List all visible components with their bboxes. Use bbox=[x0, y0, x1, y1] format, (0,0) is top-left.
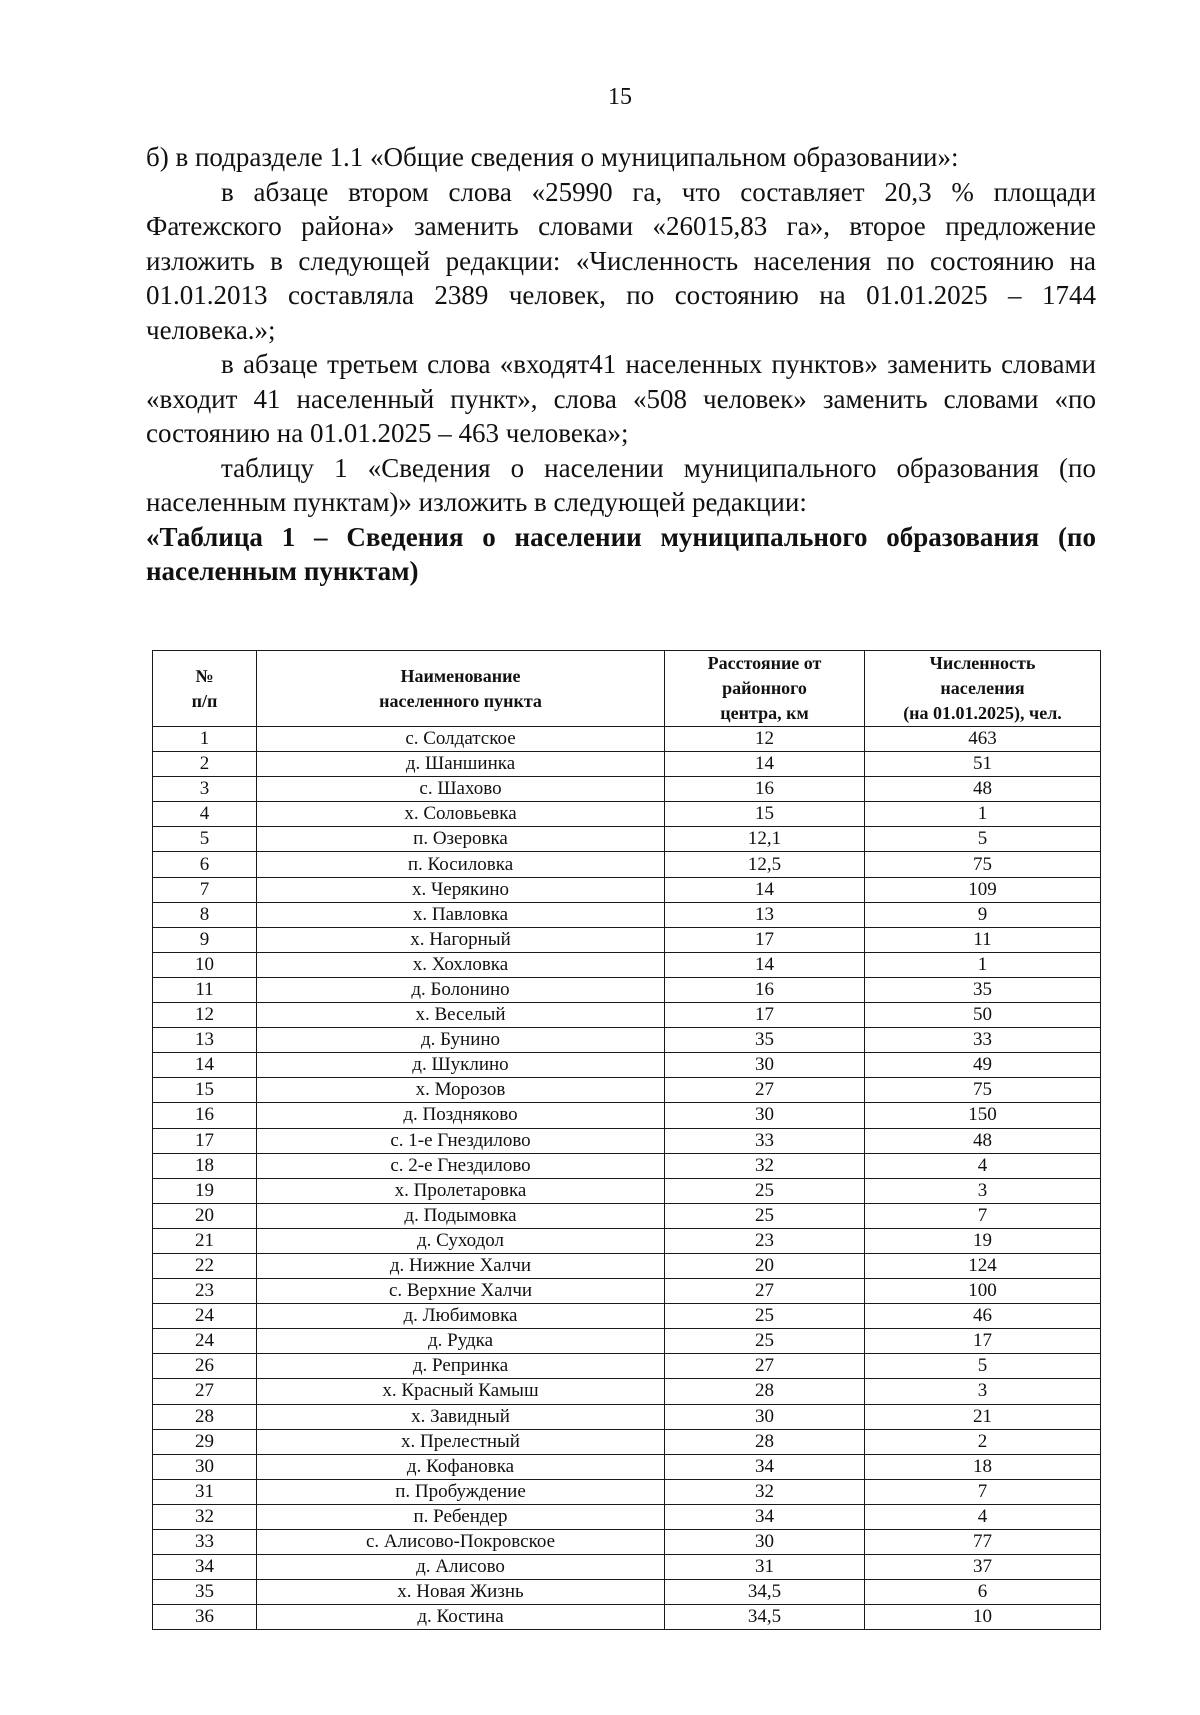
table-row bbox=[153, 1304, 1101, 1329]
cell-number: 27 bbox=[153, 1379, 257, 1404]
cell-settlement-name: х. Завидный bbox=[257, 1404, 665, 1429]
table-title: «Таблица 1 – Сведения о населении муниципального образования (по населенным пунктам) bbox=[146, 521, 1096, 586]
cell-distance: 20 bbox=[665, 1253, 865, 1278]
table-row bbox=[153, 1228, 1101, 1253]
cell-settlement-name: д. Алисово bbox=[257, 1555, 665, 1580]
table-row bbox=[153, 1404, 1101, 1429]
cell-number: 22 bbox=[153, 1253, 257, 1278]
page-number: 15 bbox=[608, 84, 632, 110]
cell-population: 37 bbox=[865, 1555, 1101, 1580]
table-row bbox=[153, 802, 1101, 827]
paragraph-table-instruction: таблицу 1 «Сведения о населении муниципального образования (по населенным пунктам)» изложить в следующей редакции: bbox=[146, 452, 1096, 517]
table-row bbox=[153, 1504, 1101, 1529]
table-row bbox=[153, 1379, 1101, 1404]
cell-number: 35 bbox=[153, 1580, 257, 1605]
cell-settlement-name: х. Нагорный bbox=[257, 927, 665, 952]
cell-settlement-name: д. Любимовка bbox=[257, 1304, 665, 1329]
cell-number: 19 bbox=[153, 1178, 257, 1203]
cell-population: 463 bbox=[865, 727, 1101, 752]
header-name-line1: Наименование bbox=[400, 665, 521, 686]
table-row bbox=[153, 977, 1101, 1002]
cell-number: 28 bbox=[153, 1404, 257, 1429]
cell-population: 46 bbox=[865, 1304, 1101, 1329]
cell-population: 19 bbox=[865, 1228, 1101, 1253]
cell-distance: 25 bbox=[665, 1304, 865, 1329]
cell-number: 4 bbox=[153, 802, 257, 827]
cell-number: 24 bbox=[153, 1304, 257, 1329]
cell-settlement-name: х. Пролетаровка bbox=[257, 1178, 665, 1203]
cell-settlement-name: д. Кофановка bbox=[257, 1454, 665, 1479]
paragraph-third-abzac: в абзаце третьем слова «входят41 населенных пунктов» заменить словами «входит 41 населенный пункт», слова «508 человек» заменить словами «по состоянию на 01.01.2025 – 463 человека»; bbox=[146, 349, 1096, 448]
header-name bbox=[257, 651, 665, 727]
cell-distance: 14 bbox=[665, 952, 865, 977]
cell-number: 7 bbox=[153, 877, 257, 902]
cell-population: 100 bbox=[865, 1279, 1101, 1304]
table-row bbox=[153, 1279, 1101, 1304]
header-name-line2: населенного пункта bbox=[379, 690, 542, 711]
cell-settlement-name: с. 2-е Гнездилово bbox=[257, 1153, 665, 1178]
table-row bbox=[153, 902, 1101, 927]
cell-distance: 12 bbox=[665, 727, 865, 752]
cell-settlement-name: х. Новая Жизнь bbox=[257, 1580, 665, 1605]
header-distance-line2: районного bbox=[722, 678, 807, 698]
cell-number: 23 bbox=[153, 1279, 257, 1304]
header-number bbox=[153, 651, 257, 727]
cell-distance: 27 bbox=[665, 1279, 865, 1304]
cell-settlement-name: х. Соловьевка bbox=[257, 802, 665, 827]
table-row bbox=[153, 1580, 1101, 1605]
cell-settlement-name: п. Ребендер bbox=[257, 1504, 665, 1529]
cell-settlement-name: с. Верхние Халчи bbox=[257, 1279, 665, 1304]
header-distance bbox=[665, 651, 865, 727]
table-row bbox=[153, 1429, 1101, 1454]
cell-settlement-name: с. Шахово bbox=[257, 777, 665, 802]
cell-distance: 27 bbox=[665, 1354, 865, 1379]
cell-settlement-name: х. Веселый bbox=[257, 1003, 665, 1028]
cell-distance: 30 bbox=[665, 1053, 865, 1078]
cell-population: 75 bbox=[865, 852, 1101, 877]
cell-settlement-name: х. Красный Камыш bbox=[257, 1379, 665, 1404]
cell-distance: 35 bbox=[665, 1028, 865, 1053]
cell-number: 12 bbox=[153, 1003, 257, 1028]
cell-distance: 30 bbox=[665, 1530, 865, 1555]
cell-population: 7 bbox=[865, 1479, 1101, 1504]
table-row bbox=[153, 1128, 1101, 1153]
cell-population: 7 bbox=[865, 1203, 1101, 1228]
table-row bbox=[153, 1078, 1101, 1103]
cell-number: 34 bbox=[153, 1555, 257, 1580]
cell-number: 9 bbox=[153, 927, 257, 952]
table-row bbox=[153, 777, 1101, 802]
cell-number: 17 bbox=[153, 1128, 257, 1153]
cell-population: 51 bbox=[865, 752, 1101, 777]
paragraph-second-abzac: в абзаце втором слова «25990 га, что составляет 20,3 % площади Фатежского района» заменить словами «26015,83 га», второе предложение изложить в следующей редакции: «Численность населения по состоянию на 01.01.2013 составляла 2389 человек, по состоянию на 01.01.2025 – 1744 человека.»; bbox=[146, 176, 1096, 345]
cell-settlement-name: х. Морозов bbox=[257, 1078, 665, 1103]
cell-distance: 14 bbox=[665, 752, 865, 777]
cell-settlement-name: д. Нижние Халчи bbox=[257, 1253, 665, 1278]
cell-distance: 17 bbox=[665, 1003, 865, 1028]
cell-settlement-name: д. Репринка bbox=[257, 1354, 665, 1379]
cell-population: 3 bbox=[865, 1178, 1101, 1203]
cell-distance: 14 bbox=[665, 877, 865, 902]
cell-settlement-name: х. Прелестный bbox=[257, 1429, 665, 1454]
table-row bbox=[153, 1203, 1101, 1228]
cell-distance: 33 bbox=[665, 1128, 865, 1153]
cell-population: 77 bbox=[865, 1530, 1101, 1555]
cell-population: 10 bbox=[865, 1605, 1101, 1630]
cell-number: 32 bbox=[153, 1504, 257, 1529]
cell-distance: 30 bbox=[665, 1404, 865, 1429]
table-row bbox=[153, 1103, 1101, 1128]
table-row bbox=[153, 1153, 1101, 1178]
cell-number: 1 bbox=[153, 727, 257, 752]
cell-distance: 28 bbox=[665, 1379, 865, 1404]
cell-distance: 25 bbox=[665, 1203, 865, 1228]
cell-population: 4 bbox=[865, 1504, 1101, 1529]
cell-distance: 27 bbox=[665, 1078, 865, 1103]
cell-distance: 34,5 bbox=[665, 1580, 865, 1605]
table-row bbox=[153, 1053, 1101, 1078]
cell-population: 48 bbox=[865, 777, 1101, 802]
cell-number: 30 bbox=[153, 1454, 257, 1479]
document-body bbox=[146, 140, 1096, 589]
cell-settlement-name: п. Косиловка bbox=[257, 852, 665, 877]
cell-distance: 12,1 bbox=[665, 827, 865, 852]
cell-population: 5 bbox=[865, 1354, 1101, 1379]
cell-population: 4 bbox=[865, 1153, 1101, 1178]
cell-population: 18 bbox=[865, 1454, 1101, 1479]
cell-settlement-name: д. Рудка bbox=[257, 1329, 665, 1354]
cell-number: 10 bbox=[153, 952, 257, 977]
cell-population: 48 bbox=[865, 1128, 1101, 1153]
cell-number: 31 bbox=[153, 1479, 257, 1504]
cell-number: 14 bbox=[153, 1053, 257, 1078]
table-row bbox=[153, 1605, 1101, 1630]
cell-settlement-name: д. Болонино bbox=[257, 977, 665, 1002]
cell-number: 21 bbox=[153, 1228, 257, 1253]
cell-number: 11 bbox=[153, 977, 257, 1002]
header-number-line1: № bbox=[195, 665, 214, 686]
cell-population: 50 bbox=[865, 1003, 1101, 1028]
cell-distance: 31 bbox=[665, 1555, 865, 1580]
cell-distance: 34,5 bbox=[665, 1605, 865, 1630]
cell-settlement-name: д. Подымовка bbox=[257, 1203, 665, 1228]
header-distance-line1: Расстояние от bbox=[707, 653, 822, 673]
cell-population: 49 bbox=[865, 1053, 1101, 1078]
cell-number: 20 bbox=[153, 1203, 257, 1228]
cell-population: 21 bbox=[865, 1404, 1101, 1429]
cell-population: 33 bbox=[865, 1028, 1101, 1053]
cell-number: 33 bbox=[153, 1530, 257, 1555]
cell-settlement-name: д. Шаншинка bbox=[257, 752, 665, 777]
cell-population: 11 bbox=[865, 927, 1101, 952]
cell-number: 2 bbox=[153, 752, 257, 777]
cell-distance: 25 bbox=[665, 1329, 865, 1354]
cell-population: 9 bbox=[865, 902, 1101, 927]
cell-settlement-name: д. Поздняково bbox=[257, 1103, 665, 1128]
header-number-line2: п/п bbox=[191, 690, 218, 711]
cell-distance: 34 bbox=[665, 1504, 865, 1529]
cell-settlement-name: х. Хохловка bbox=[257, 952, 665, 977]
cell-distance: 32 bbox=[665, 1153, 865, 1178]
cell-population: 109 bbox=[865, 877, 1101, 902]
cell-number: 3 bbox=[153, 777, 257, 802]
cell-distance: 28 bbox=[665, 1429, 865, 1454]
cell-population: 150 bbox=[865, 1103, 1101, 1128]
table-row bbox=[153, 1253, 1101, 1278]
cell-number: 16 bbox=[153, 1103, 257, 1128]
cell-distance: 25 bbox=[665, 1178, 865, 1203]
cell-population: 5 bbox=[865, 827, 1101, 852]
table-body bbox=[153, 727, 1101, 1630]
cell-number: 8 bbox=[153, 902, 257, 927]
header-population-line2: населения bbox=[940, 678, 1025, 698]
cell-distance: 32 bbox=[665, 1479, 865, 1504]
table-row bbox=[153, 1555, 1101, 1580]
cell-population: 1 bbox=[865, 952, 1101, 977]
header-population-line1: Численность bbox=[929, 653, 1036, 673]
cell-population: 6 bbox=[865, 1580, 1101, 1605]
cell-number: 15 bbox=[153, 1078, 257, 1103]
cell-population: 75 bbox=[865, 1078, 1101, 1103]
cell-number: 18 bbox=[153, 1153, 257, 1178]
cell-number: 24 bbox=[153, 1329, 257, 1354]
cell-population: 3 bbox=[865, 1379, 1101, 1404]
table-row bbox=[153, 1354, 1101, 1379]
cell-distance: 16 bbox=[665, 977, 865, 1002]
cell-number: 26 bbox=[153, 1354, 257, 1379]
cell-number: 29 bbox=[153, 1429, 257, 1454]
table-row bbox=[153, 1530, 1101, 1555]
table-row bbox=[153, 752, 1101, 777]
cell-number: 36 bbox=[153, 1605, 257, 1630]
cell-distance: 12,5 bbox=[665, 852, 865, 877]
table-row bbox=[153, 1479, 1101, 1504]
header-population bbox=[865, 651, 1101, 727]
cell-population: 17 bbox=[865, 1329, 1101, 1354]
table-row bbox=[153, 927, 1101, 952]
cell-settlement-name: х. Павловка bbox=[257, 902, 665, 927]
cell-settlement-name: с. Алисово-Покровское bbox=[257, 1530, 665, 1555]
cell-settlement-name: с. 1-е Гнездилово bbox=[257, 1128, 665, 1153]
header-population-line3: (на 01.01.2025), чел. bbox=[903, 703, 1062, 723]
header-distance-line3: центра, км bbox=[720, 703, 809, 723]
cell-number: 13 bbox=[153, 1028, 257, 1053]
cell-population: 35 bbox=[865, 977, 1101, 1002]
cell-population: 124 bbox=[865, 1253, 1101, 1278]
cell-population: 1 bbox=[865, 802, 1101, 827]
cell-distance: 17 bbox=[665, 927, 865, 952]
cell-distance: 13 bbox=[665, 902, 865, 927]
table-header-row bbox=[153, 651, 1101, 727]
cell-settlement-name: х. Черякино bbox=[257, 877, 665, 902]
cell-settlement-name: д. Бунино bbox=[257, 1028, 665, 1053]
table-row bbox=[153, 877, 1101, 902]
cell-settlement-name: п. Пробуждение bbox=[257, 1479, 665, 1504]
population-table bbox=[152, 650, 1101, 1630]
table-row bbox=[153, 952, 1101, 977]
cell-number: 5 bbox=[153, 827, 257, 852]
cell-number: 6 bbox=[153, 852, 257, 877]
cell-distance: 34 bbox=[665, 1454, 865, 1479]
cell-distance: 15 bbox=[665, 802, 865, 827]
table-row bbox=[153, 1178, 1101, 1203]
cell-distance: 23 bbox=[665, 1228, 865, 1253]
table-row bbox=[153, 1003, 1101, 1028]
cell-distance: 30 bbox=[665, 1103, 865, 1128]
cell-settlement-name: с. Солдатское bbox=[257, 727, 665, 752]
table-row bbox=[153, 1329, 1101, 1354]
paragraph-subsection-intro: б) в подразделе 1.1 «Общие сведения о муниципальном образовании»: bbox=[146, 142, 959, 172]
cell-settlement-name: п. Озеровка bbox=[257, 827, 665, 852]
table-row bbox=[153, 827, 1101, 852]
table-row bbox=[153, 1028, 1101, 1053]
cell-distance: 16 bbox=[665, 777, 865, 802]
cell-settlement-name: д. Суходол bbox=[257, 1228, 665, 1253]
cell-settlement-name: д. Шуклино bbox=[257, 1053, 665, 1078]
cell-settlement-name: д. Костина bbox=[257, 1605, 665, 1630]
table-row bbox=[153, 852, 1101, 877]
table-row bbox=[153, 727, 1101, 752]
cell-population: 2 bbox=[865, 1429, 1101, 1454]
table-row bbox=[153, 1454, 1101, 1479]
